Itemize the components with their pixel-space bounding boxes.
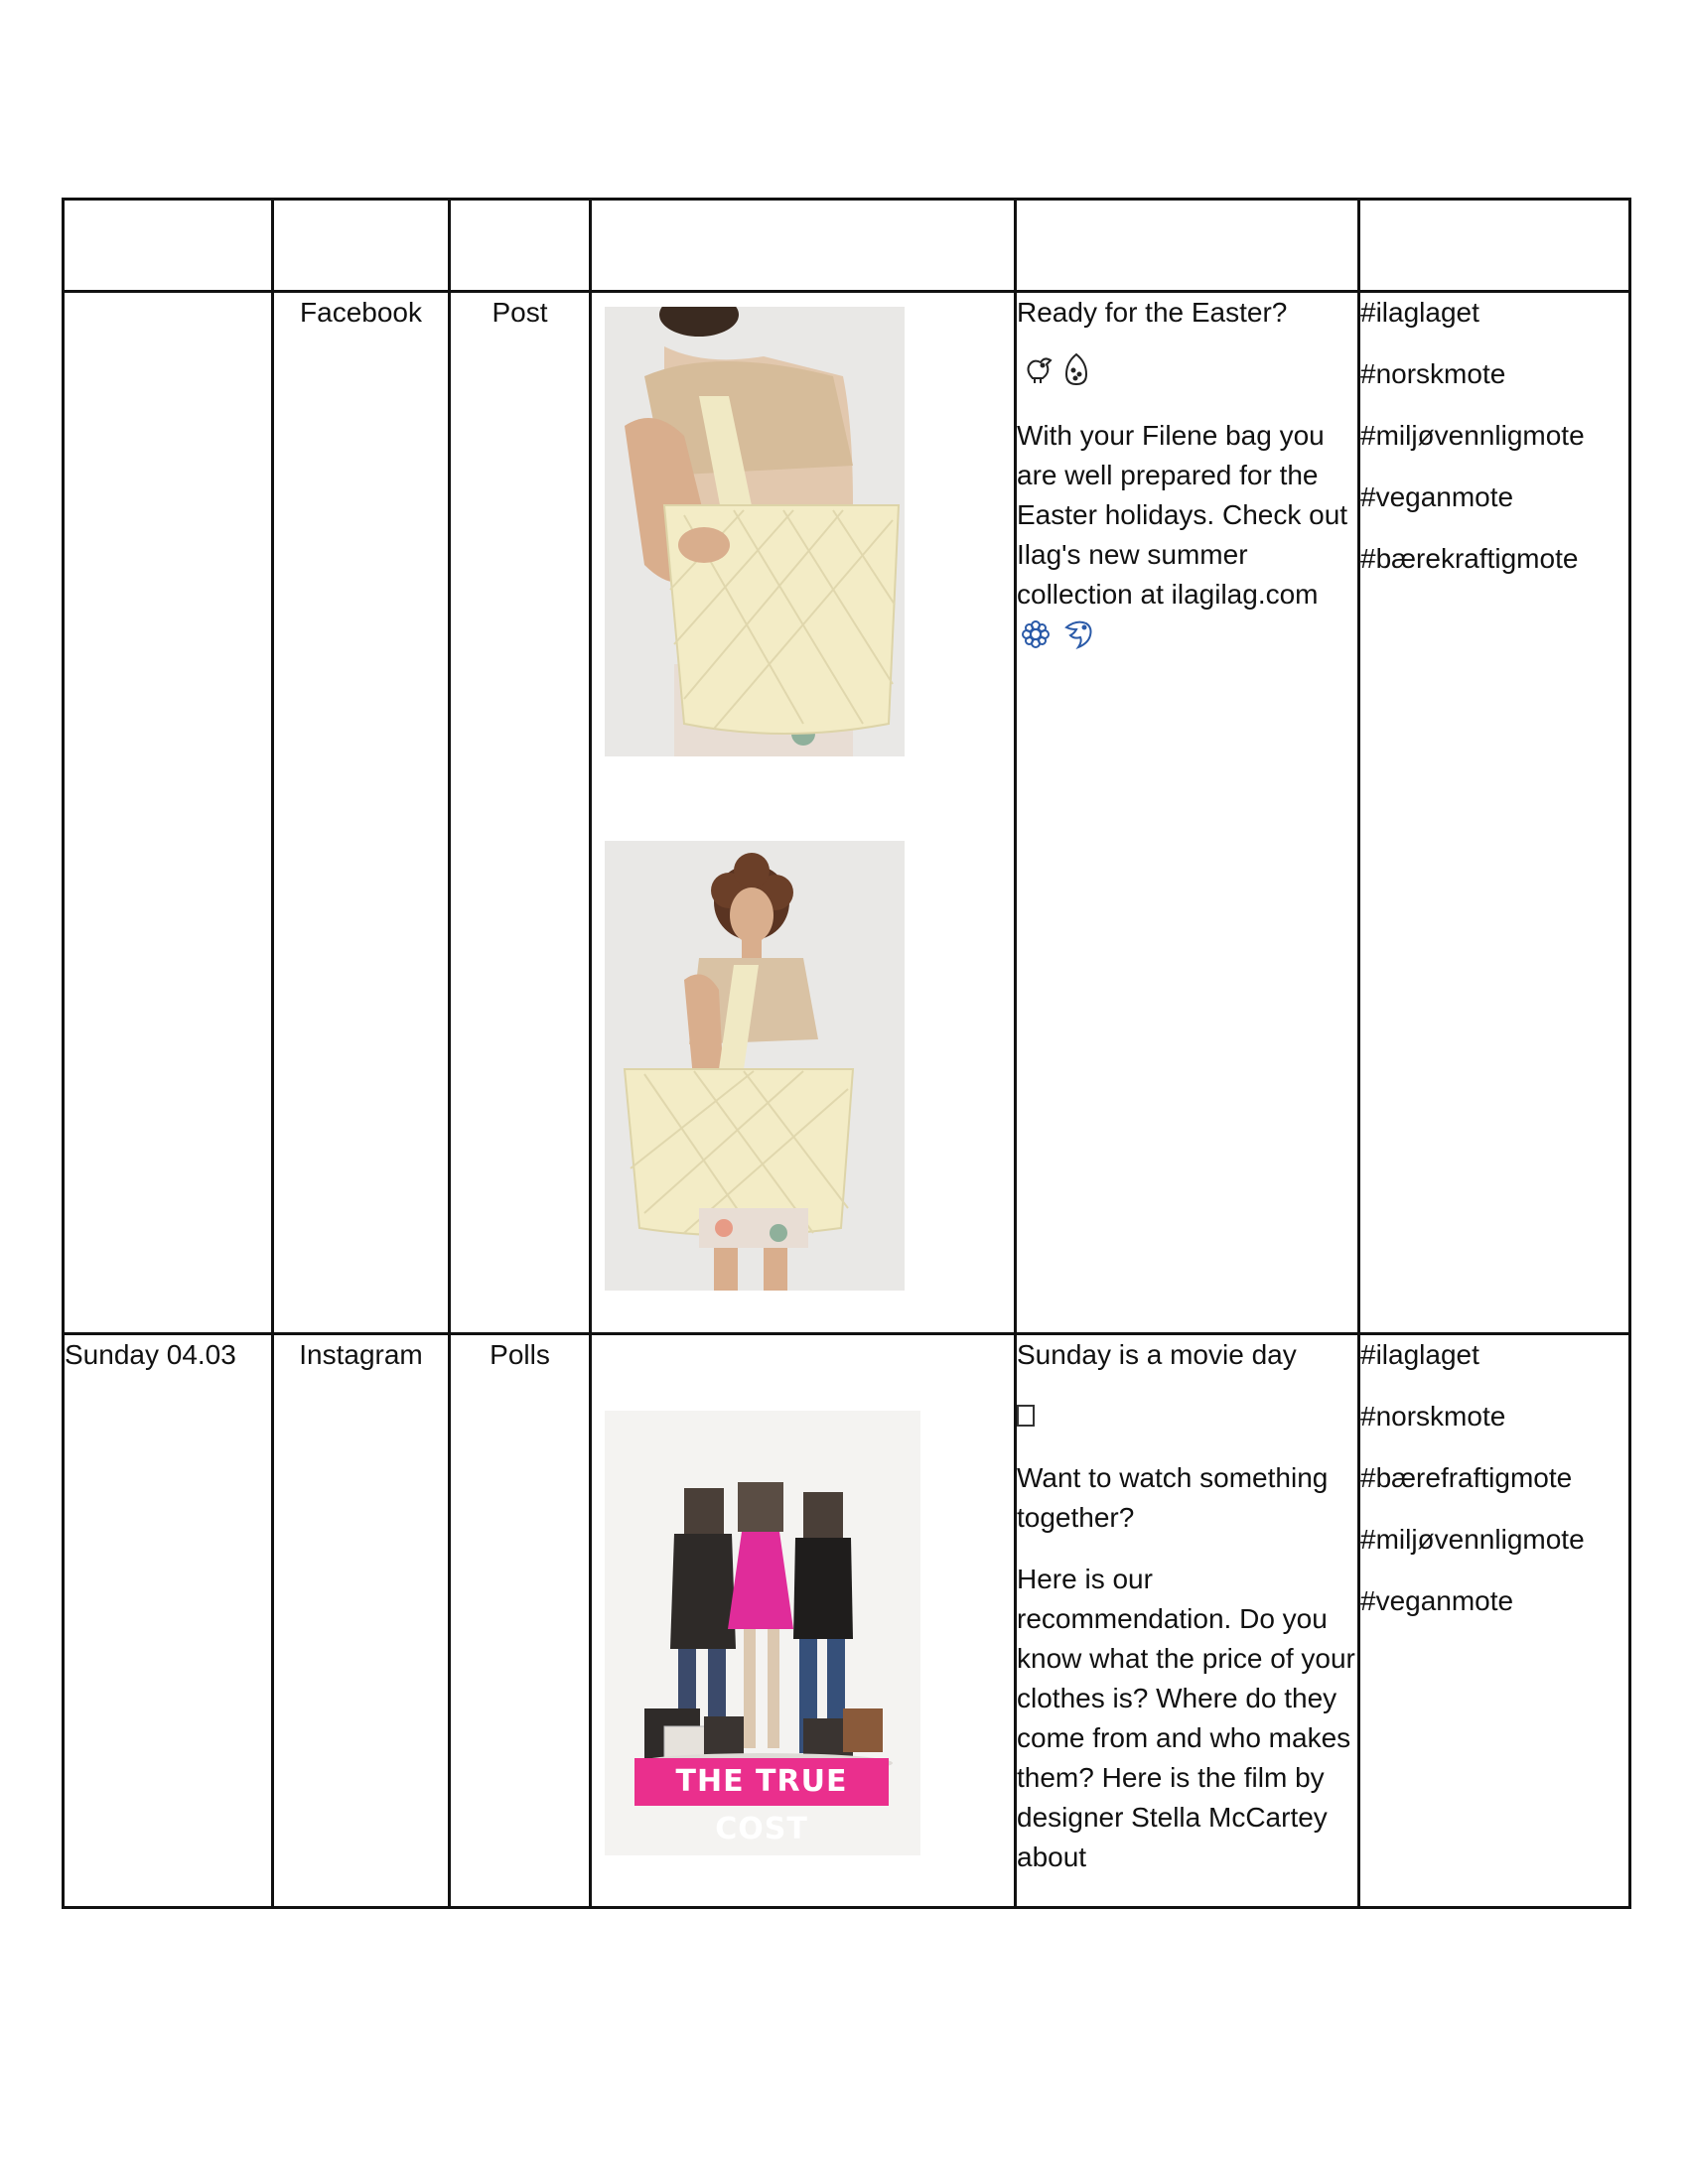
table-header-row [64, 200, 1630, 292]
missing-glyph-line [1017, 1397, 1357, 1436]
channel-cell: Facebook [273, 292, 450, 1334]
post-type-cell: Post [450, 292, 591, 1334]
caption-cell [1016, 292, 1359, 1334]
hatching-chick-icon [1023, 352, 1056, 397]
movie-poster-image [605, 1411, 920, 1855]
table-row [64, 292, 1630, 1334]
caption-line: Sunday is a movie day [1017, 1339, 1297, 1370]
header-cell [591, 200, 1016, 292]
hashtag: #veganmote [1360, 481, 1514, 512]
header-cell [273, 200, 450, 292]
hashtag: #bærefraftigmote [1360, 1462, 1573, 1493]
header-cell [1359, 200, 1630, 292]
header-cell [1016, 200, 1359, 292]
caption-body-text: With your Filene bag you are well prepared for the Easter holidays. Check out Ilag's new summer collection at ilagilag.com [1017, 420, 1348, 610]
hashtag: #miljøvennligmote [1360, 1524, 1585, 1555]
emoji-line [1023, 354, 1357, 394]
hashtag: #norskmote [1360, 1401, 1506, 1432]
hashtag: #miljøvennligmote [1360, 420, 1585, 451]
date-cell [64, 292, 273, 1334]
date-cell: Sunday 04.03 [64, 1334, 273, 1908]
header-cell [450, 200, 591, 292]
caption-cell [1016, 1334, 1359, 1908]
caption-body [1017, 416, 1357, 660]
hashtag: #veganmote [1360, 1585, 1514, 1616]
image-cell [591, 1334, 1016, 1908]
channel-cell: Instagram [273, 1334, 450, 1908]
model-bag-photo-full [605, 841, 905, 1291]
image-cell [591, 292, 1016, 1334]
table-row [64, 1334, 1630, 1908]
post-type-cell: Polls [450, 1334, 591, 1908]
content-plan-table [62, 198, 1631, 1909]
flower-icon [1021, 619, 1051, 660]
caption-line: Want to watch something together? [1017, 1462, 1329, 1533]
caption-body: Here is our recommendation. Do you know what the price of your clothes is? Where do they come from and who makes them? Here is the film by designer Stella McCartey about [1017, 1564, 1355, 1872]
hashtag: #ilaglaget [1360, 297, 1479, 328]
hashtags-cell [1359, 292, 1630, 1334]
model-bag-photo-closeup [605, 307, 905, 756]
missing-glyph-icon [1017, 1405, 1035, 1427]
hashtag: #norskmote [1360, 358, 1506, 389]
hashtag: #ilaglaget [1360, 1339, 1479, 1370]
caption-line: Ready for the Easter? [1017, 297, 1288, 328]
hashtag: #bærekraftigmote [1360, 543, 1579, 574]
egg-icon [1062, 352, 1090, 397]
header-cell [64, 200, 273, 292]
dolphin-icon [1062, 617, 1094, 660]
hashtags-cell [1359, 1334, 1630, 1908]
poster-title: THE TRUE COST [634, 1758, 889, 1806]
